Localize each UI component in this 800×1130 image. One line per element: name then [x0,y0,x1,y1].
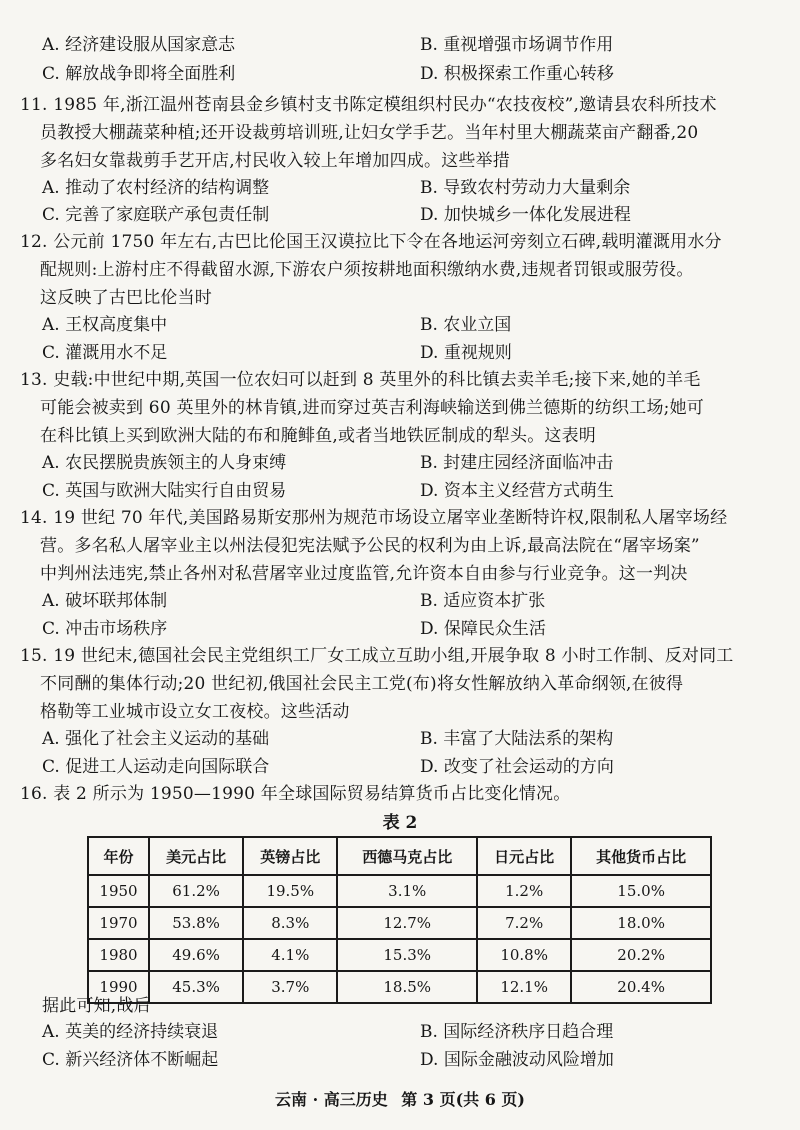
table-header-cell: 西德马克占比 [337,837,477,875]
q13-option-a: A. 农民摆脱贵族领主的人身束缚 [42,453,287,473]
footer-subject: 云南 · 高三历史 [275,1090,388,1109]
q12-option-c: C. 灌溉用水不足 [42,343,168,363]
q11-option-a: A. 推动了农村经济的结构调整 [42,178,270,198]
q15-option-d: D. 改变了社会运动的方向 [420,757,614,777]
table-cell: 12.1% [477,971,571,1003]
q11-option-d: D. 加快城乡一体化发展进程 [420,205,631,225]
table-row [88,971,711,1003]
table-cell: 15.0% [571,875,711,907]
table-cell: 49.6% [149,939,243,971]
table-cell-year: 1970 [88,907,149,939]
q16-option-c: C. 新兴经济体不断崛起 [42,1050,219,1070]
table-cell-year: 1990 [88,971,149,1003]
q15-option-c: C. 促进工人运动走向国际联合 [42,757,270,777]
q11-stem-line-1: 11. 1985 年,浙江温州苍南县金乡镇村支书陈定模组织村民办“农技夜校”,邀请县农科所技术 [20,95,717,115]
table-cell: 1.2% [477,875,571,907]
table-row [88,875,711,907]
q14-option-b: B. 适应资本扩张 [420,591,546,611]
q13-stem-line-1: 13. 史载:中世纪中期,英国一位农妇可以赶到 8 英里外的科比镇去卖羊毛;接下来,她的羊毛 [20,370,701,390]
q13-option-d: D. 资本主义经营方式萌生 [420,481,614,501]
q13-stem-line-2: 可能会被卖到 60 英里外的林肯镇,进而穿过英吉利海峡输送到佛兰德斯的纺织工场;她可 [40,398,704,418]
table-header-cell: 日元占比 [477,837,571,875]
q16-stem: 16. 表 2 所示为 1950—1990 年全球国际贸易结算货币占比变化情况。 [20,784,571,804]
q12-stem-line-2: 配规则:上游村庄不得截留水源,下游农户须按耕地面积缴纳水费,违规者罚银或服劳役。 [40,260,694,280]
q10-option-a: A. 经济建设服从国家意志 [42,35,236,55]
q10-option-b: B. 重视增强市场调节作用 [420,35,614,55]
table-header-cell: 年份 [88,837,149,875]
table-cell: 18.5% [337,971,477,1003]
q14-option-d: D. 保障民众生活 [420,619,546,639]
q14-option-c: C. 冲击市场秩序 [42,619,168,639]
q10-option-d: D. 积极探索工作重心转移 [420,64,614,84]
table-cell: 8.3% [243,907,337,939]
table-header-cell: 英镑占比 [243,837,337,875]
q12-stem-line-1: 12. 公元前 1750 年左右,古巴比伦国王汉谟拉比下令在各地运河旁刻立石碑,载明灌溉用水分 [20,232,722,252]
q11-option-c: C. 完善了家庭联产承包责任制 [42,205,270,225]
footer-page-number: 第 3 页(共 6 页) [401,1090,525,1109]
q13-option-b: B. 封建庄园经济面临冲击 [420,453,614,473]
table-cell: 15.3% [337,939,477,971]
q15-option-b: B. 丰富了大陆法系的架构 [420,729,614,749]
q12-stem-line-3: 这反映了古巴比伦当时 [40,288,212,308]
q14-stem-line-3: 中判州法违宪,禁止各州对私营屠宰业过度监管,允许资本自由参与行业竞争。这一判决 [40,564,688,584]
q13-stem-line-3: 在科比镇上买到欧洲大陆的布和腌鲱鱼,或者当地铁匠制成的犁头。这表明 [40,426,597,446]
table-row [88,939,711,971]
table-cell-year: 1980 [88,939,149,971]
table-cell: 20.2% [571,939,711,971]
q11-option-b: B. 导致农村劳动力大量剩余 [420,178,631,198]
q12-option-a: A. 王权高度集中 [42,315,168,335]
table-cell: 4.1% [243,939,337,971]
table-cell: 20.4% [571,971,711,1003]
q16-option-d: D. 国际金融波动风险增加 [420,1050,614,1070]
table-cell: 12.7% [337,907,477,939]
q16-option-a: A. 英美的经济持续衰退 [42,1022,219,1042]
q16-option-b: B. 国际经济秩序日趋合理 [420,1022,614,1042]
table-caption: 表 2 [382,813,418,833]
table-cell: 19.5% [243,875,337,907]
q12-option-b: B. 农业立国 [420,315,512,335]
q13-option-c: C. 英国与欧洲大陆实行自由贸易 [42,481,287,501]
q14-stem-line-1: 14. 19 世纪 70 年代,美国路易斯安那州为规范市场设立屠宰业垄断特许权,限制私人屠宰场经 [20,508,728,528]
q11-stem-line-3: 多名妇女靠裁剪手艺开店,村民收入较上年增加四成。这些举措 [40,151,511,171]
q14-stem-line-2: 营。多名私人屠宰业主以州法侵犯宪法赋予公民的权利为由上诉,最高法院在“屠宰场案” [40,536,700,556]
table-cell: 10.8% [477,939,571,971]
table-cell: 7.2% [477,907,571,939]
table-cell: 53.8% [149,907,243,939]
table-row [88,907,711,939]
currency-share-table [87,836,712,1004]
table-cell: 3.1% [337,875,477,907]
table-cell: 18.0% [571,907,711,939]
page-footer [0,1087,800,1110]
q15-stem-line-1: 15. 19 世纪末,德国社会民主党组织工厂女工成立互助小组,开展争取 8 小时工作制、反对同工 [20,646,734,666]
table-header-cell: 其他货币占比 [571,837,711,875]
q15-option-a: A. 强化了社会主义运动的基础 [42,729,270,749]
q11-stem-line-2: 员教授大棚蔬菜种植;还开设裁剪培训班,让妇女学手艺。当年村里大棚蔬菜亩产翻番,20 [40,123,699,143]
q15-stem-line-3: 格勒等工业城市设立女工夜校。这些活动 [40,702,350,722]
table-header-cell: 美元占比 [149,837,243,875]
q16-conclusion: 据此可知,战后 [42,996,151,1016]
table-cell: 61.2% [149,875,243,907]
q15-stem-line-2: 不同酬的集体行动;20 世纪初,俄国社会民主工党(布)将女性解放纳入革命纲领,在彼得 [40,674,684,694]
table-cell: 45.3% [149,971,243,1003]
table-header-row [88,837,711,875]
table-cell-year: 1950 [88,875,149,907]
q14-option-a: A. 破坏联邦体制 [42,591,168,611]
table-cell: 3.7% [243,971,337,1003]
q10-option-c: C. 解放战争即将全面胜利 [42,64,236,84]
q12-option-d: D. 重视规则 [420,343,512,363]
